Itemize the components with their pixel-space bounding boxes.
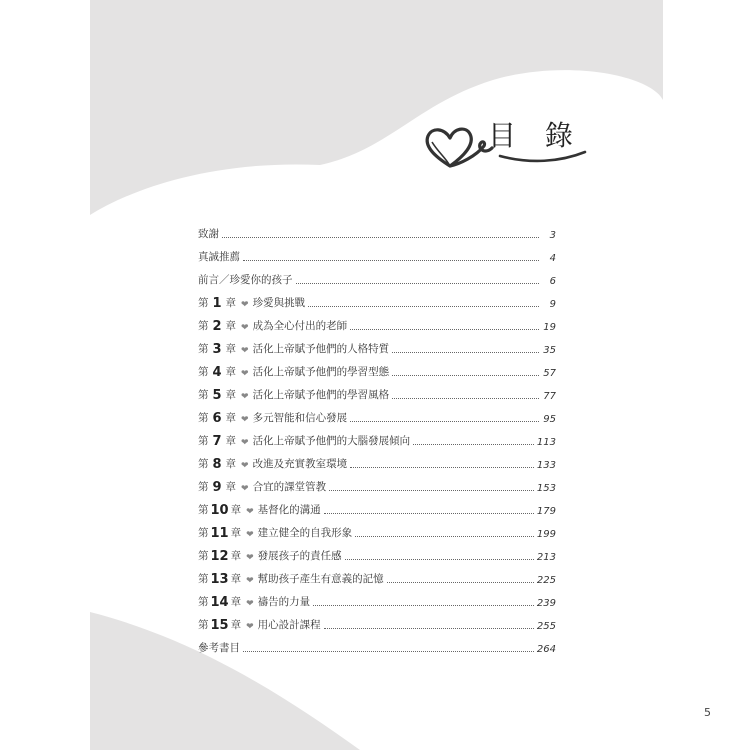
- heart-icon: ❤: [246, 507, 254, 517]
- heart-icon: ❤: [241, 392, 249, 402]
- dot-leader: [350, 328, 539, 330]
- heart-icon: ❤: [246, 530, 254, 540]
- chapter-number: 8: [212, 457, 222, 472]
- toc-entry: [198, 218, 556, 241]
- chapter-suffix: 章: [230, 573, 242, 585]
- chapter-number: 3: [212, 342, 222, 357]
- chapter-prefix: 第: [198, 573, 209, 585]
- chapter-number: 13: [210, 572, 229, 587]
- toc-chapter-entry: [198, 333, 556, 356]
- chapter-suffix: 章: [230, 596, 242, 608]
- chapter-prefix: 第: [198, 343, 209, 355]
- chapter-number: 15: [210, 618, 229, 633]
- chapter-title: 活化上帝賦予他們的大腦發展傾向: [252, 435, 411, 447]
- chapter-title: 活化上帝賦予他們的學習型態: [252, 366, 390, 378]
- toc-chapter-entry: [198, 609, 556, 632]
- chapter-number: 6: [212, 411, 222, 426]
- chapter-title: 活化上帝賦予他們的人格特質: [252, 343, 390, 355]
- toc-entry: [198, 632, 556, 655]
- chapter-title: 改進及充實教室環境: [252, 458, 348, 470]
- dot-leader: [222, 236, 539, 238]
- chapter-suffix: 章: [225, 297, 237, 309]
- chapter-page-number: 179: [536, 506, 556, 517]
- heart-icon: ❤: [241, 323, 249, 333]
- heart-icon: ❤: [246, 622, 254, 632]
- chapter-suffix: 章: [225, 389, 237, 401]
- page-number: 5: [704, 706, 711, 719]
- toc-chapter-entry: [198, 471, 556, 494]
- chapter-prefix: 第: [198, 412, 209, 424]
- chapter-suffix: 章: [230, 504, 242, 516]
- chapter-prefix: 第: [198, 389, 209, 401]
- chapter-title: 發展孩子的責任感: [257, 550, 342, 562]
- toc-chapter-entry: [198, 448, 556, 471]
- chapter-suffix: 章: [225, 343, 237, 355]
- toc-chapter-entry: [198, 425, 556, 448]
- dot-leader: [324, 627, 534, 629]
- chapter-prefix: 第: [198, 619, 209, 631]
- chapter-suffix: 章: [225, 320, 237, 332]
- chapter-title: 合宜的課堂管教: [252, 481, 327, 493]
- chapter-title: 活化上帝賦予他們的學習風格: [252, 389, 390, 401]
- dot-leader: [392, 351, 539, 353]
- toc-chapter-entry: [198, 356, 556, 379]
- chapter-title: 珍愛與挑戰: [252, 297, 306, 309]
- heart-icon: ❤: [241, 346, 249, 356]
- chapter-suffix: 章: [225, 458, 237, 470]
- chapter-page-number: 9: [549, 299, 556, 310]
- dot-leader: [308, 305, 539, 307]
- chapter-page-number: 255: [536, 621, 556, 632]
- dot-leader: [243, 650, 534, 652]
- chapter-number: 7: [212, 434, 222, 449]
- chapter-suffix: 章: [225, 412, 237, 424]
- chapter-page-number: 35: [543, 345, 556, 356]
- toc-chapter-entry: [198, 402, 556, 425]
- heart-icon: ❤: [246, 553, 254, 563]
- toc-chapter-entry: [198, 494, 556, 517]
- chapter-prefix: 第: [198, 366, 209, 378]
- heart-icon: ❤: [241, 300, 249, 310]
- chapter-number: 2: [212, 319, 222, 334]
- chapter-number: 14: [210, 595, 229, 610]
- chapter-number: 12: [210, 549, 229, 564]
- entry-page-number: 4: [549, 253, 556, 264]
- chapter-prefix: 第: [198, 320, 209, 332]
- heart-icon: ❤: [241, 461, 249, 471]
- heart-icon: ❤: [246, 599, 254, 609]
- toc-chapter-entry: [198, 517, 556, 540]
- dot-leader: [329, 489, 534, 491]
- entry-title: 真誠推薦: [198, 251, 240, 263]
- chapter-number: 11: [210, 526, 229, 541]
- toc-chapter-entry: [198, 287, 556, 310]
- chapter-prefix: 第: [198, 297, 209, 309]
- chapter-page-number: 77: [543, 391, 556, 402]
- heart-icon: ❤: [246, 576, 254, 586]
- chapter-prefix: 第: [198, 504, 209, 516]
- chapter-suffix: 章: [230, 550, 242, 562]
- dot-leader: [392, 374, 539, 376]
- heart-icon: ❤: [241, 438, 249, 448]
- dot-leader: [355, 535, 534, 537]
- chapter-suffix: 章: [230, 527, 242, 539]
- chapter-title: 建立健全的自我形象: [257, 527, 353, 539]
- chapter-prefix: 第: [198, 550, 209, 562]
- chapter-page-number: 225: [536, 575, 556, 586]
- toc-chapter-entry: [198, 563, 556, 586]
- chapter-page-number: 57: [543, 368, 556, 379]
- dot-leader: [345, 558, 534, 560]
- entry-title: 前言／珍愛你的孩子: [198, 274, 293, 286]
- toc-chapter-entry: [198, 540, 556, 563]
- chapter-page-number: 153: [536, 483, 556, 494]
- chapter-page-number: 19: [543, 322, 556, 333]
- toc-entry: [198, 264, 556, 287]
- page-panel: [90, 0, 711, 750]
- dot-leader: [387, 581, 534, 583]
- toc-heading: [420, 112, 600, 182]
- dot-leader: [350, 466, 534, 468]
- dot-leader: [243, 259, 539, 261]
- entry-title: 參考書目: [198, 642, 240, 654]
- toc-entry: [198, 241, 556, 264]
- chapter-title: 成為全心付出的老師: [252, 320, 348, 332]
- dot-leader: [350, 420, 539, 422]
- chapter-page-number: 199: [536, 529, 556, 540]
- chapter-page-number: 239: [536, 598, 556, 609]
- dot-leader: [392, 397, 539, 399]
- chapter-suffix: 章: [225, 435, 237, 447]
- chapter-title: 用心設計課程: [257, 619, 321, 631]
- toc-chapter-entry: [198, 586, 556, 609]
- chapter-prefix: 第: [198, 481, 209, 493]
- chapter-number: 1: [212, 296, 222, 311]
- dot-leader: [296, 282, 540, 284]
- chapter-suffix: 章: [225, 366, 237, 378]
- chapter-suffix: 章: [230, 619, 242, 631]
- table-of-contents: [198, 218, 556, 655]
- chapter-page-number: 133: [536, 460, 556, 471]
- heart-icon: ❤: [241, 415, 249, 425]
- chapter-title: 基督化的溝通: [257, 504, 321, 516]
- chapter-number: 9: [212, 480, 222, 495]
- page-title: 目 錄: [488, 119, 583, 152]
- entry-page-number: 3: [549, 230, 556, 241]
- chapter-number: 5: [212, 388, 222, 403]
- dot-leader: [413, 443, 534, 445]
- chapter-prefix: 第: [198, 527, 209, 539]
- chapter-page-number: 113: [536, 437, 556, 448]
- dot-leader: [313, 604, 534, 606]
- chapter-prefix: 第: [198, 458, 209, 470]
- entry-page-number: 6: [549, 276, 556, 287]
- chapter-page-number: 95: [543, 414, 556, 425]
- chapter-page-number: 213: [536, 552, 556, 563]
- chapter-title: 多元智能和信心發展: [252, 412, 348, 424]
- dot-leader: [324, 512, 534, 514]
- chapter-prefix: 第: [198, 596, 209, 608]
- chapter-title: 幫助孩子產生有意義的記憶: [257, 573, 384, 585]
- chapter-title: 禱告的力量: [257, 596, 311, 608]
- chapter-number: 10: [210, 503, 229, 518]
- entry-page-number: 264: [536, 644, 556, 655]
- heart-icon: ❤: [241, 369, 249, 379]
- toc-chapter-entry: [198, 379, 556, 402]
- entry-title: 致謝: [198, 228, 219, 240]
- chapter-prefix: 第: [198, 435, 209, 447]
- chapter-number: 4: [212, 365, 222, 380]
- heart-icon: ❤: [241, 484, 249, 494]
- toc-chapter-entry: [198, 310, 556, 333]
- chapter-suffix: 章: [225, 481, 237, 493]
